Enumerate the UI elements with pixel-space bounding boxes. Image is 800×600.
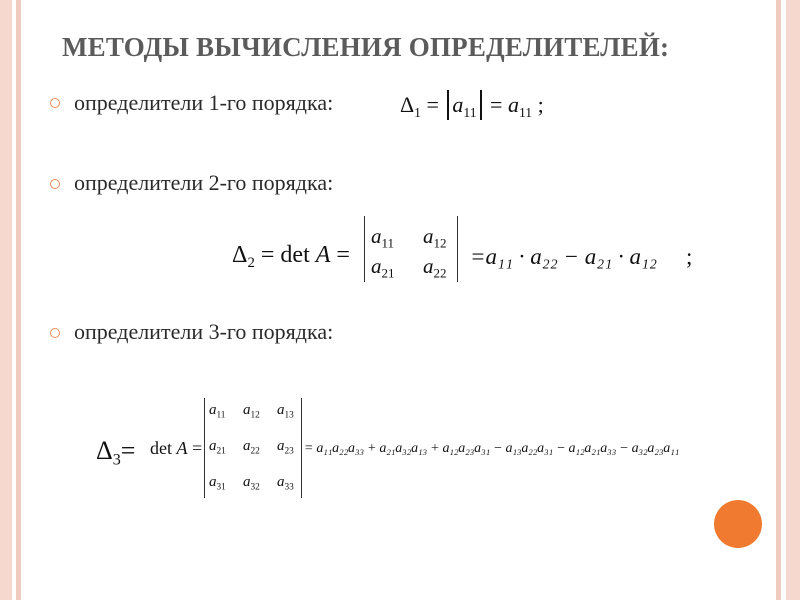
bullet-icon <box>50 179 60 189</box>
semicolon: ; <box>686 244 693 269</box>
matrix-cell: $a_{32}$ <box>243 474 260 493</box>
det-label: = det <box>260 242 310 268</box>
matrix-cell: $a_{22}$ <box>423 254 447 281</box>
left-border-line <box>16 0 21 600</box>
formula-3-delta <box>96 436 136 469</box>
semicolon: ; <box>537 92 544 117</box>
det-bar-right <box>480 90 482 120</box>
formula-2-rhs: =a₁₁ · a₂₂ − a₂₁ · a₁₂ <box>470 244 658 269</box>
det-label: det <box>150 438 172 458</box>
formula-1 <box>400 90 544 120</box>
element-subscript: 11 <box>463 104 477 120</box>
element-a: a <box>507 92 519 117</box>
determinant-3x3 <box>204 398 302 498</box>
equals-sign: = <box>120 436 136 465</box>
equals-sign: = <box>490 92 503 117</box>
bullet-icon <box>50 328 60 338</box>
formula-3-det <box>150 438 202 459</box>
delta-subscript: 1 <box>414 104 421 120</box>
bullet-icon <box>50 98 60 108</box>
slide-title: МЕТОДЫ ВЫЧИСЛЕНИЯ ОПРЕДЕЛИТЕЛЕЙ: <box>62 32 670 62</box>
bullet-3-text: определители 3-го порядка: <box>74 319 334 344</box>
matrix-cell: $a_{12}$ <box>423 224 447 251</box>
matrix-cell: $a_{11}$ <box>209 402 226 421</box>
det-bar-left <box>447 90 449 120</box>
matrix-cell: $a_{23}$ <box>277 438 294 457</box>
right-border-line <box>776 0 781 600</box>
matrix-name: A <box>315 242 331 268</box>
delta-subscript: 3 <box>112 451 121 469</box>
matrix-cell: $a_{21}$ <box>371 254 395 281</box>
left-border-stripe <box>0 0 12 600</box>
formula-3-rhs: = a₁₁a₂₂a₃₃ + a₂₁a₃₂a₁₃ + a₁₂a₂₃a₃₁ − a₁₃a₂₂a₃₁ − a₁₂a₂₁a₃₃ − a₃₂a₂₃a₁₁ <box>304 441 680 456</box>
right-border-stripe <box>786 0 800 600</box>
delta-subscript: 2 <box>247 255 255 272</box>
element-a: a <box>452 92 464 117</box>
bullet-1-text: определители 1-го порядка: <box>74 90 334 115</box>
matrix-cell: $a_{33}$ <box>277 474 294 493</box>
matrix-name: A <box>176 438 188 458</box>
matrix-cell: $a_{11}$ <box>371 224 395 251</box>
delta-symbol: Δ <box>232 242 248 268</box>
matrix-cell: $a_{31}$ <box>209 474 226 493</box>
delta-symbol: Δ <box>400 92 415 117</box>
equals-sign: = <box>192 438 203 458</box>
matrix-cell: $a_{22}$ <box>243 438 260 457</box>
delta-symbol: Δ <box>96 436 113 465</box>
formula-2-lhs <box>232 242 350 272</box>
matrix-cell: $a_{21}$ <box>209 438 226 457</box>
determinant-2x2 <box>364 216 458 282</box>
matrix-cell: $a_{13}$ <box>277 402 294 421</box>
decorative-circle-icon <box>714 500 762 548</box>
element-subscript: 11 <box>518 104 533 120</box>
matrix-cell: $a_{12}$ <box>243 402 260 421</box>
equals-sign: = <box>336 242 350 268</box>
equals-sign: = <box>426 92 439 117</box>
bullet-2-text: определители 2-го порядка: <box>74 170 334 195</box>
